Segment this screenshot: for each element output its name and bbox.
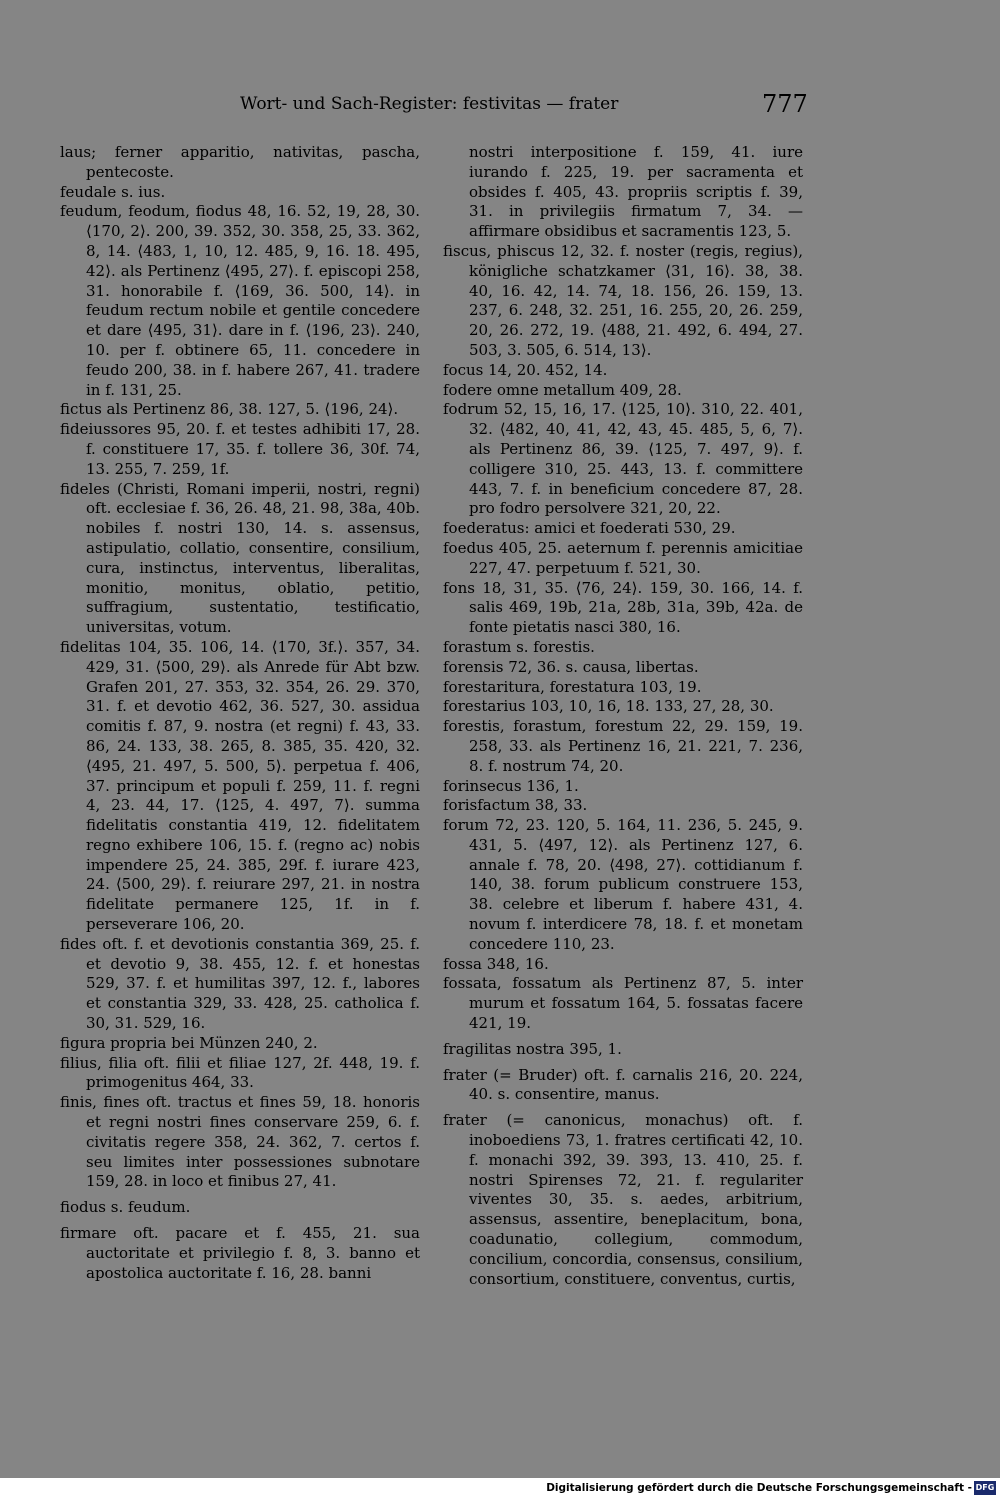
index-entry: forisfactum 38, 33. — [443, 796, 588, 815]
index-entry: forum 72, 23. 120, 5. 164, 11. 236, 5. 245, 9. 431, 5. ⟨497, 12⟩. als Pertinenz 127, 6. annale f. 78, 20. ⟨498, 27⟩. cottidianum f. 140, 38. forum publicum construere 153, 38. celebre et liberum f. habere 431, 4. novum f. interdicere 78, 18. f. et monetam concedere 110, 23. — [443, 816, 803, 953]
index-entry: fictus als Pertinenz 86, 38. 127, 5. ⟨196, 24⟩. — [60, 400, 399, 419]
index-entry: fossa 348, 16. — [443, 954, 549, 973]
index-entry: forastum s. forestis. — [443, 637, 595, 656]
index-entry: fides oft. f. et devotionis constantia 369, 25. f. et devotio 9, 38. 455, 12. f. et honestas 529, 37. f. et humilitas 397, 12. f., labores et constantia 329, 33. 428, 25. catholica f. 30, 31. 529, 16. — [60, 934, 420, 1033]
index-entry: fragilitas nostra 395, 1. — [443, 1039, 622, 1058]
index-entry: forestarius 103, 10, 16, 18. 133, 27, 28, 30. — [443, 697, 774, 716]
index-entry: fodere omne metallum 409, 28. — [443, 380, 682, 399]
index-entry: fiodus s. feudum. — [60, 1198, 191, 1217]
index-entry: filius, filia oft. filii et filiae 127, 2f. 448, 19. f. primogenitus 464, 33. — [60, 1053, 420, 1092]
right-column — [443, 143, 803, 1289]
index-entry: forensis 72, 36. s. causa, libertas. — [443, 657, 699, 676]
index-entry: fideiussores 95, 20. f. et testes adhibiti 17, 28. f. constituere 17, 35. f. tollere 36, 30f. 74, 13. 255, 7. 259, 1f. — [60, 420, 420, 478]
running-header: Wort- und Sach-Register: festivitas — frater — [240, 94, 619, 114]
left-column — [60, 143, 420, 1283]
index-entry-continued: nostri interpositione f. 159, 41. iure iurando f. 225, 19. per sacramenta et obsides f. 405, 43. propriis scriptis f. 39, 31. in privilegiis firmatum 7, 34. — affirmare obsidibus et sacramentis 123, 5. — [469, 143, 803, 241]
page-number: 777 — [762, 90, 808, 118]
index-entry: forinsecus 136, 1. — [443, 776, 579, 795]
index-entry: laus; ferner apparitio, nativitas, pascha, pentecoste. — [60, 143, 420, 181]
index-entry: feudum, feodum, fiodus 48, 16. 52, 19, 28, 30. ⟨170, 2⟩. 200, 39. 352, 30. 358, 25, 33. 362, 8, 14. ⟨483, 1, 10, 12. 485, 9, 16. 18. 495, 42⟩. als Pertinenz ⟨495, 27⟩. f. episcopi 258, 31. honorabile f. ⟨169, 36. 500, 14⟩. in feudum rectum nobile et gentile concedere et dare ⟨495, 31⟩. dare in f. ⟨196, 23⟩. 240, 10. per f. obtinere 65, 11. concedere in feudo 200, 38. in f. habere 267, 41. tradere in f. 131, 25. — [60, 202, 420, 399]
index-entry: fodrum 52, 15, 16, 17. ⟨125, 10⟩. 310, 22. 401, 32. ⟨482, 40, 41, 42, 43, 45. 485, 5, 6, 7⟩. als Pertinenz 86, 39. ⟨125, 7. 497, 9⟩. f. colligere 310, 25. 443, 13. f. committere 443, 7. f. in beneficium concedere 87, 28. pro fodro persolvere 321, 20, 22. — [443, 400, 803, 518]
index-entry: firmare oft. pacare et f. 455, 21. sua auctoritate et privilegio f. 8, 3. banno et apostolica auctoritate f. 16, 28. banni — [60, 1224, 420, 1282]
index-entry: foederatus: amici et foederati 530, 29. — [443, 519, 736, 538]
index-entry: frater (= canonicus, monachus) oft. f. inoboediens 73, 1. fratres certificati 42, 10. f. monachi 392, 39. 393, 13. 410, 25. f. nostri Spirenses 72, 21. f. regulariter viventes 30, 35. s. aedes, arbitrium, assensus, assentire, beneplacitum, bona, coadunatio, collegium, commodum, concilium, concordia, consensus, consilium, consortium, constituere, conventus, curtis, — [443, 1111, 803, 1288]
dfg-logo[interactable]: DFG — [974, 1481, 996, 1495]
index-entry: fons 18, 31, 35. ⟨76, 24⟩. 159, 30. 166, 14. f. salis 469, 19b, 21a, 28b, 31a, 39b, 42a. de fonte pietatis nasci 380, 16. — [443, 578, 803, 637]
index-entry: forestis, forastum, forestum 22, 29. 159, 19. 258, 33. als Pertinenz 16, 21. 221, 7. 236, 8. f. nostrum 74, 20. — [443, 717, 803, 775]
index-entry: fossata, fossatum als Pertinenz 87, 5. inter murum et fossatum 164, 5. fossatas facere 421, 19. — [443, 974, 803, 1033]
index-entry: feudale s. ius. — [60, 182, 166, 201]
index-entry: finis, fines oft. tractus et fines 59, 18. honoris et regni nostri fines conservare 259, 6. f. civitatis regere 358, 24. 362, 7. certos f. seu limites inter possessiones subnotare 159, 28. in loco et finibus 27, 41. — [60, 1093, 420, 1191]
index-entry: fideles (Christi, Romani imperii, nostri, regni) oft. ecclesiae f. 36, 26. 48, 21. 98, 38a, 40b. nobiles f. nostri 130, 14. s. assensus, astipulatio, collatio, consentire, consilium, cura, instinctus, interventus, liberalitas, monitio, monitus, oblatio, petitio, suffragium, sustentatio, testificatio, universitas, votum. — [60, 479, 420, 637]
index-entry: fiscus, phiscus 12, 32. f. noster (regis, regius), königliche schatzkamer ⟨31, 16⟩. 38, 38. 40, 16. 42, 14. 74, 18. 156, 26. 159, 13. 237, 6. 248, 32. 251, 16. 255, 20, 26. 259, 20, 26. 272, 19. ⟨488, 21. 492, 6. 494, 27. 503, 3. 505, 6. 514, 13⟩. — [443, 241, 803, 359]
index-entry: fidelitas 104, 35. 106, 14. ⟨170, 3f.⟩. 357, 34. 429, 31. ⟨500, 29⟩. als Anrede für Abt bzw. Grafen 201, 27. 353, 32. 354, 26. 29. 370, 31. f. et devotio 462, 36. 527, 30. assidua comitis f. 87, 9. nostra (et regni) f. 43, 33. 86, 24. 133, 38. 265, 8. 385, 35. 420, 32. ⟨495, 21. 497, 5. 500, 5⟩. perpetua f. 406, 37. principum et populi f. 259, 11. f. regni 4, 23. 44, 17. ⟨125, 4. 497, 7⟩. summa fidelitatis constantia 419, 12. fidelitatem regno exhibere 106, 15. f. (regno ac) nobis impendere 25, 24. 385, 29f. f. iurare 423, 24. ⟨500, 29⟩. f. reiurare 297, 21. in nostra fidelitate permanere 125, 1f. in f. perseverare 106, 20. — [60, 637, 420, 934]
index-entry: foedus 405, 25. aeternum f. perennis amicitiae 227, 47. perpetuum f. 521, 30. — [443, 538, 803, 577]
index-entry: forestaritura, forestatura 103, 19. — [443, 677, 702, 696]
footer-bar — [0, 1478, 1000, 1499]
index-entry: frater (= Bruder) oft. f. carnalis 216, 20. 224, 40. s. consentire, manus. — [443, 1065, 803, 1104]
index-entry: figura propria bei Münzen 240, 2. — [60, 1033, 318, 1052]
index-entry: focus 14, 20. 452, 14. — [443, 360, 608, 379]
funding-credit: Digitalisierung gefördert durch die Deutsche Forschungsgemeinschaft - — [546, 1482, 972, 1494]
